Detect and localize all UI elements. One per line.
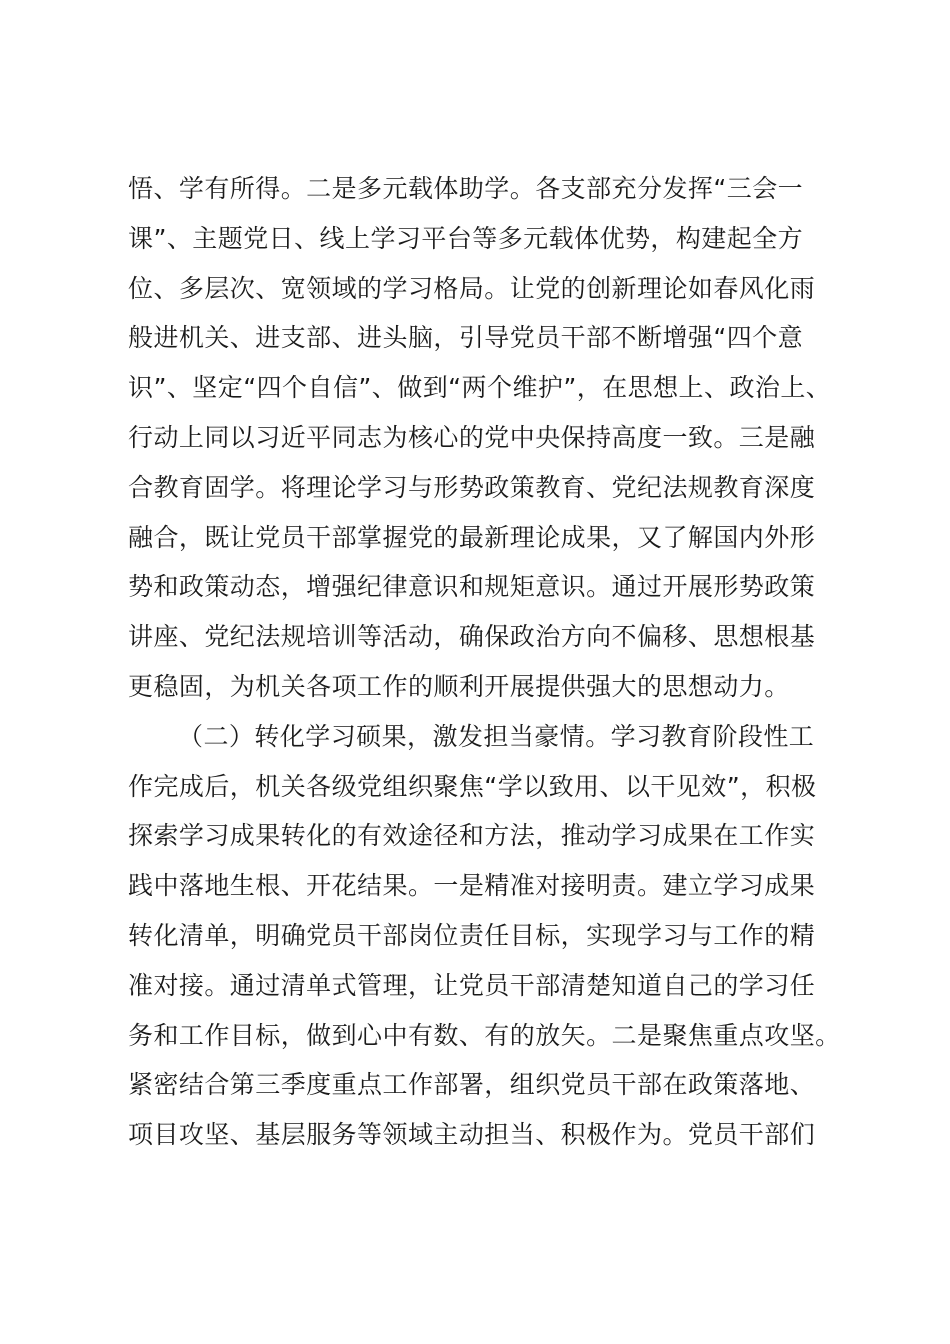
text-line: 融合，既让党员干部掌握党的最新理论成果，又了解国内外形 [128, 522, 816, 552]
section-heading-line: （二）转化学习硕果，激发担当豪情。学习教育阶段性工 [178, 721, 815, 751]
text-line: 位、多层次、宽领域的学习格局。让党的创新理论如春风化雨 [128, 273, 816, 303]
text-line: 践中落地生根、开花结果。一是精准对接明责。建立学习成果 [128, 871, 816, 901]
text-line: 行动上同以习近平同志为核心的党中央保持高度一致。三是融 [128, 422, 816, 452]
text-line: 探索学习成果转化的有效途径和方法，推动学习成果在工作实 [128, 821, 816, 851]
text-line: 讲座、党纪法规培训等活动，确保政治方向不偏移、思想根基 [128, 622, 816, 652]
text-line: 更稳固，为机关各项工作的顺利开展提供强大的思想动力。 [128, 671, 790, 701]
text-line: 项目攻坚、基层服务等领域主动担当、积极作为。党员干部们 [128, 1120, 816, 1150]
text-line: 作完成后，机关各级党组织聚焦“学以致用、以干见效”，积极 [128, 771, 817, 801]
text-line: 紧密结合第三季度重点工作部署，组织党员干部在政策落地、 [128, 1070, 816, 1100]
text-line: 般进机关、进支部、进头脑，引导党员干部不断增强“四个意 [128, 323, 804, 353]
text-line: 悟、学有所得。二是多元载体助学。各支部充分发挥“三会一 [128, 174, 804, 203]
text-line: 务和工作目标，做到心中有数、有的放矢。二是聚焦重点攻坚。 [128, 1020, 841, 1050]
text-line: 合教育固学。将理论学习与形势政策教育、党纪法规教育深度 [128, 472, 816, 502]
text-line: 识”、坚定“四个自信”、做到“两个维护”，在思想上、政治上、 [128, 373, 832, 403]
text-line: 转化清单，明确党员干部岗位责任目标，实现学习与工作的精 [128, 920, 816, 950]
body-text [128, 164, 848, 1160]
text-line: 准对接。通过清单式管理，让党员干部清楚知道自己的学习任 [128, 970, 816, 1000]
text-line: 势和政策动态，增强纪律意识和规矩意识。通过开展形势政策 [128, 572, 816, 602]
text-line: 课”、主题党日、线上学习平台等多元载体优势，构建起全方 [128, 223, 804, 253]
